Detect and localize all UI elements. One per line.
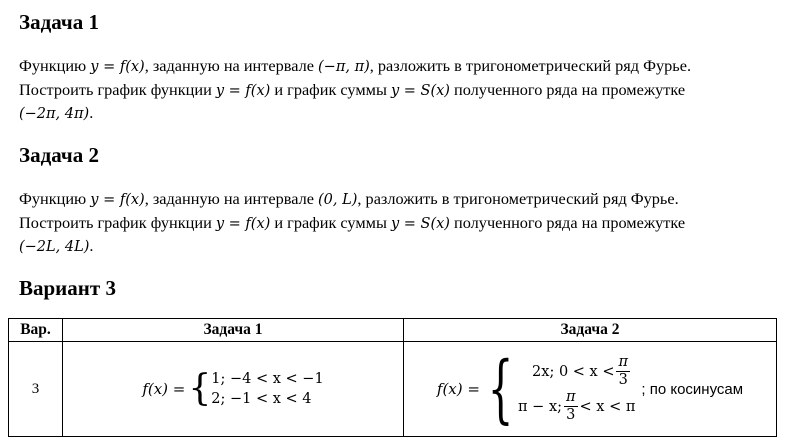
case-text: < x < π <box>579 398 636 415</box>
task2-text <box>19 187 789 258</box>
text: . <box>89 236 94 255</box>
header-variant: Вар. <box>9 319 63 342</box>
piecewise-function-2 <box>436 346 744 432</box>
case-text: 2x; 0 < x < <box>532 363 615 380</box>
math-expression: y = S(x) <box>390 82 450 99</box>
numerator: π <box>618 354 629 370</box>
text: , разложить в тригонометрический ряд Фурье. <box>357 189 679 208</box>
math-expression: (−π, π) <box>318 59 370 75</box>
text: , заданную на интервале <box>144 189 319 208</box>
task2-function-cell <box>404 342 777 437</box>
task2-line1 <box>19 187 789 211</box>
function-lhs: f(x) = <box>142 380 186 398</box>
math-expression: y = f(x) <box>90 192 145 208</box>
task1-line2 <box>19 78 789 102</box>
cosine-note: ; по косинусам <box>641 380 744 398</box>
left-brace: { <box>487 346 514 432</box>
task1-line3 <box>19 101 789 125</box>
case-1 <box>532 354 635 389</box>
task2-line2 <box>19 211 789 235</box>
denominator: 3 <box>618 372 628 388</box>
math-expression: y = f(x) <box>215 82 271 99</box>
function-lhs: f(x) = <box>436 380 480 398</box>
math-expression: y = f(x) <box>90 59 145 75</box>
text: Построить график функции <box>19 212 216 232</box>
header-task1: Задача 1 <box>63 319 404 342</box>
piecewise-function-1 <box>142 369 323 409</box>
task1-text <box>19 54 789 125</box>
variant-table <box>8 318 777 437</box>
case-2 <box>518 389 635 424</box>
text: Функцию <box>19 189 91 208</box>
left-brace: { <box>188 368 212 409</box>
text: Построить график функции <box>19 79 216 99</box>
fraction-pi-over-3 <box>564 389 578 424</box>
case-text: π − x; <box>518 398 563 415</box>
numerator: π <box>566 389 576 405</box>
cases-list <box>518 354 635 424</box>
task1-line1 <box>19 54 789 78</box>
cases-list <box>211 369 323 409</box>
case-2: 2; −1 < x < 4 <box>211 391 312 407</box>
math-expression: (0, L) <box>318 192 358 208</box>
table-header-row <box>9 319 777 342</box>
task2-line3 <box>19 234 789 258</box>
text: и график суммы <box>270 79 391 99</box>
text: и график суммы <box>270 212 391 232</box>
task1-heading: Задача 1 <box>19 10 99 34</box>
text: , разложить в тригонометрический ряд Фурье. <box>369 56 692 75</box>
math-expression: (−2π, 4π) <box>19 106 90 122</box>
fraction-pi-over-3 <box>616 354 630 389</box>
text: полученного ряда на промежутке <box>449 212 686 232</box>
variant-heading: Вариант 3 <box>19 276 116 300</box>
math-expression: y = f(x) <box>215 215 271 232</box>
variant-number-cell: 3 <box>9 342 63 437</box>
math-expression: (−2L, 4L) <box>19 239 90 255</box>
task1-function-cell <box>63 342 404 437</box>
task2-heading: Задача 2 <box>19 143 99 167</box>
text: , заданную на интервале <box>144 56 319 75</box>
table-row <box>9 342 777 437</box>
denominator: 3 <box>566 407 576 423</box>
text: полученного ряда на промежутке <box>449 79 686 99</box>
header-task2: Задача 2 <box>404 319 777 342</box>
math-expression: y = S(x) <box>390 215 450 232</box>
text: Функцию <box>19 56 91 75</box>
case-1: 1; −4 < x < −1 <box>211 371 324 387</box>
text: . <box>89 103 94 122</box>
